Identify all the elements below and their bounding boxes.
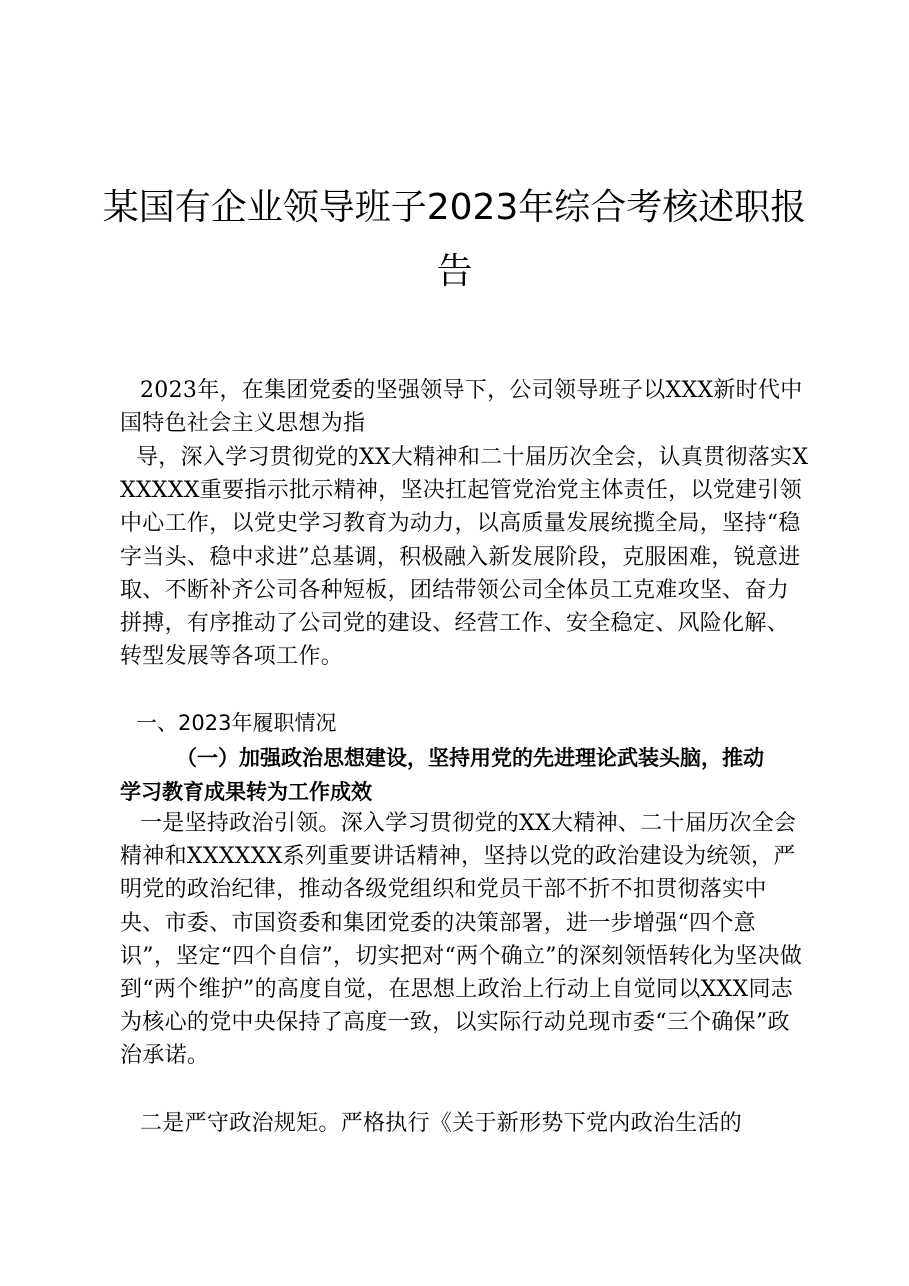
paragraph-political-leadership: 一是坚持政治引领。深入学习贯彻党的XX大精神、二十届历次全会精神和XXXXXX系列重要讲话精神，坚持以党的政治建设为统领，严明党的政治纪律，推动各级党组织和党员干部不折不扣贯彻落实中央、市委、市国资委和集团党委的决策部署，进一步增强“四个意识”，坚定“四个自信”，切实把对“两个确立”的深刻领悟转化为坚决做到“两个维护”的高度自觉，在思想上政治上行动上自觉同以XXX同志为核心的党中央保持了高度一致，以实际行动兑现市委“三个确保”政治承诺。: [120, 811, 803, 1069]
subsection-heading: （一）加强政治思想建设，坚持用党的先进理论武装头脑，推动学习教育成果转为工作成效: [120, 745, 764, 804]
document-title-line2: 告: [436, 251, 473, 292]
document-title-line1: 某国有企业领导班子2023年综合考核述职报: [102, 187, 807, 228]
paragraph-political-rules: 二是严守政治规矩。严格执行《关于新形势下党内政治生活的: [140, 1111, 743, 1136]
section-heading: 一、2023年履职情况: [136, 711, 337, 735]
paragraph-intro-continued: 导，深入学习贯彻党的XX大精神和二十届历次全会，认真贯彻落实XXXXXX重要指示批示精神，坚决扛起管党治党主体责任，以党建引领中心工作，以党史学习教育为动力，以高质量发展统揽全局，坚持“稳字当头、稳中求进”总基调，积极融入新发展阶段，克服困难，锐意进取、不断补齐公司各种短板，团结带领公司全体员工克难攻坚、奋力拼搏，有序推动了公司党的建设、经营工作、安全稳定、风险化解、转型发展等各项工作。: [120, 445, 809, 670]
document-title: [100, 176, 809, 304]
paragraph-intro: 2023年，在集团党委的坚强领导下，公司领导班子以XXX新时代中国特色社会主义思想为指: [120, 378, 803, 437]
